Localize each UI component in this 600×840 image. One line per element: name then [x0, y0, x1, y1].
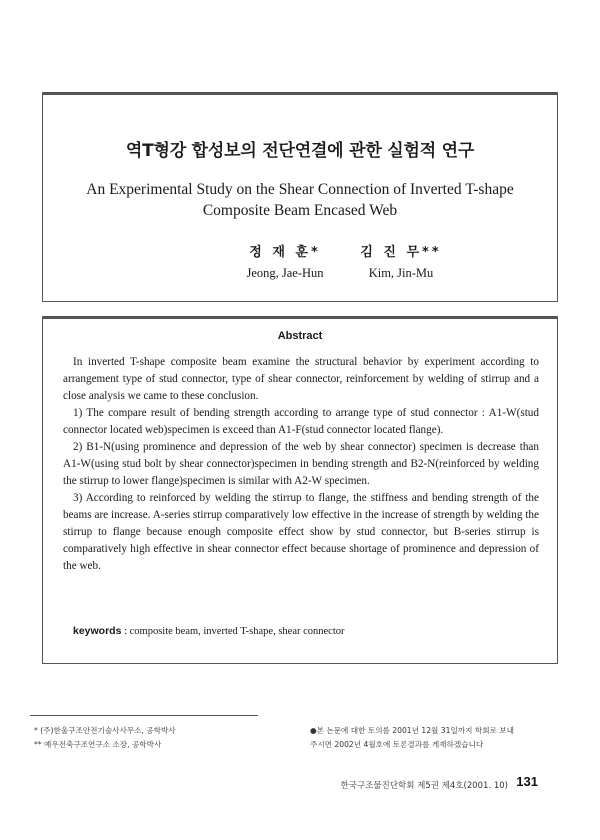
- abstract-box: [42, 316, 558, 664]
- author-1-english-name: Jeong, Jae-Hun: [246, 266, 324, 280]
- abstract-paragraph-intro: In inverted T-shape composite beam examine the structural behavior by experiment according to arrangement type of stud connector, type of shear connector, reinforcement by welding of stirrup and a close analysis we came to these conclusion.: [63, 356, 539, 402]
- affiliation-1: * (주)한울구조안전기술사사무소, 공학박사: [34, 726, 176, 735]
- keywords-line: [73, 625, 345, 637]
- abstract-body: [63, 354, 539, 575]
- discussion-notice: [310, 724, 580, 752]
- abstract-box-top-rule: [42, 316, 558, 319]
- author-2-korean-name: 김 진 무**: [360, 245, 442, 260]
- discussion-notice-line-2: 주시면 2002년 4월호에 토론결과를 게재하겠습니다: [310, 740, 484, 749]
- title-box-top-rule: [42, 92, 558, 95]
- korean-title: 역T형강 합성보의 전단연결에 관한 실험적 연구: [125, 141, 475, 161]
- english-title-line-1: An Experimental Study on the Shear Connection of Inverted T-shape: [86, 181, 514, 198]
- keywords-label: keywords: [73, 625, 122, 637]
- abstract-paragraph-2: 2) B1-N(using prominence and depression of the web by shear connector) specimen is decrease than A1-W(using stud bolt by shear connector)specimen in bending strength and B2-N(reinforced by welding the stirrup to lower flange)specimen is similar with A2-W specimen.: [63, 441, 539, 487]
- discussion-notice-line-1: ●본 논문에 대한 토의를 2001년 12월 31일까지 학회로 보내: [310, 726, 514, 735]
- abstract-paragraph-3: 3) According to reinforced by welding the stirrup to flange, the stiffness and bending strength of the beams are increase. A-series stirrup comparatively low effective in the increase of strength by welding the stirrup to flange because enough composite effect show by stud connector, but B-series stirrup is comparatively high effective in shear connector effect because shortage of prominence and depression of the web.: [63, 492, 539, 572]
- keywords-text: : composite beam, inverted T-shape, shear connector: [124, 626, 345, 637]
- author-2-english-name: Kim, Jin-Mu: [368, 266, 434, 280]
- journal-footer: 한국구조물진단학회 제5권 제4호(2001. 10): [340, 781, 508, 791]
- page-number: 131: [516, 774, 538, 789]
- affiliation-2: ** 예우전축구조연구소 소장, 공학박사: [34, 740, 162, 749]
- author-affiliations: [34, 724, 176, 752]
- abstract-paragraph-1: 1) The compare result of bending strength according to arrange type of stud connector : A1-W(stud connector located web)specimen is exceed than A1-F(stud connector located flange).: [63, 407, 539, 436]
- abstract-heading: Abstract: [277, 330, 323, 342]
- author-1-korean-name: 정 재 훈*: [249, 245, 321, 260]
- footnote-rule: [30, 715, 258, 716]
- title-box: [42, 92, 558, 302]
- english-title-line-2: Composite Beam Encased Web: [202, 202, 398, 219]
- author-2: [341, 241, 461, 281]
- author-1: [225, 241, 345, 281]
